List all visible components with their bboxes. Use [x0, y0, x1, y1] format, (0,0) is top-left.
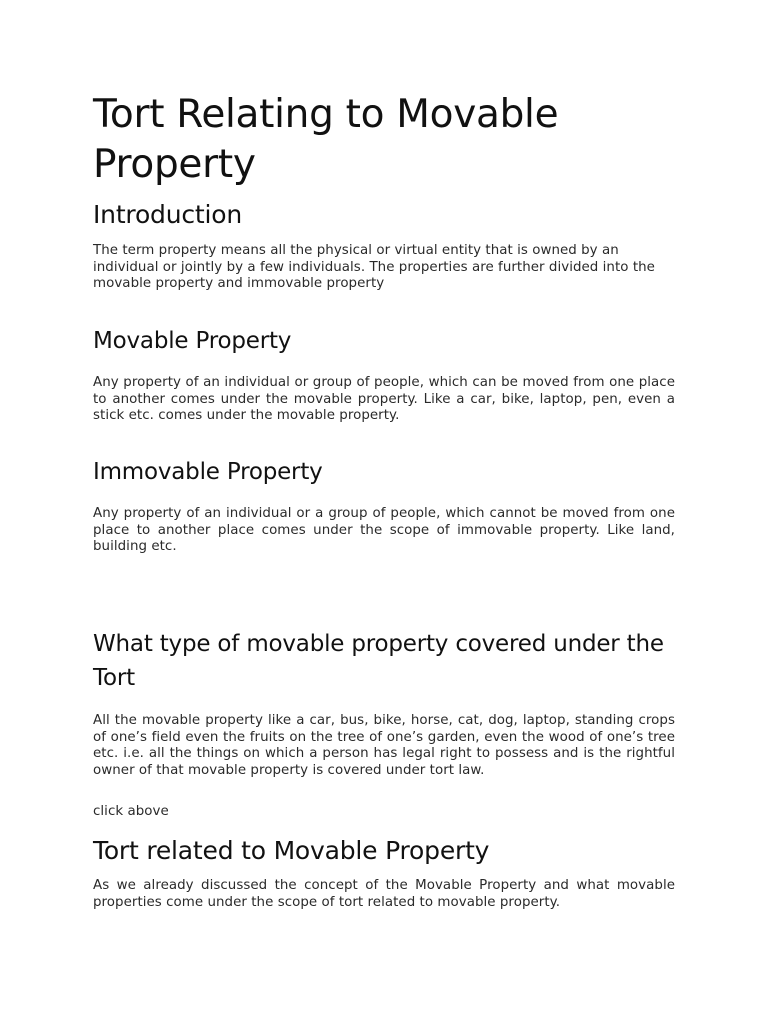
heading-introduction: Introduction [93, 200, 242, 229]
paragraph-introduction: The term property means all the physical or virtual entity that is owned by an individual or jointly by a few individuals. The properties are further divided into the movable property and immovable property [93, 243, 655, 291]
paragraph-movable-types: All the movable property like a car, bus, bike, horse, cat, dog, laptop, standing crops of one’s field even the fruits on the tree of one’s garden, even the wood of one’s tree etc. i.e. all the things on which a person has legal right to possess and is the rightful owner of that movable property is covered under tort law. [93, 713, 675, 778]
paragraph-immovable-property: Any property of an individual or a group of people, which cannot be moved from one place to another place comes under the scope of immovable property. Like land, building etc. [93, 506, 675, 554]
heading-immovable-property: Immovable Property [93, 459, 323, 485]
paragraph-tort-related: As we already discussed the concept of the Movable Property and what movable properties come under the scope of tort related to movable property. [93, 878, 675, 910]
document-title: Tort Relating to Movable Property [93, 92, 559, 187]
heading-tort-related: Tort related to Movable Property [93, 836, 490, 865]
click-above-note: click above [93, 804, 169, 819]
heading-movable-types: What type of movable property covered under the Tort [93, 631, 664, 691]
paragraph-movable-property: Any property of an individual or group of people, which can be moved from one place to another comes under the movable property. Like a car, bike, laptop, pen, even a stick etc. comes under the movable property. [93, 375, 675, 423]
heading-movable-property: Movable Property [93, 328, 292, 354]
